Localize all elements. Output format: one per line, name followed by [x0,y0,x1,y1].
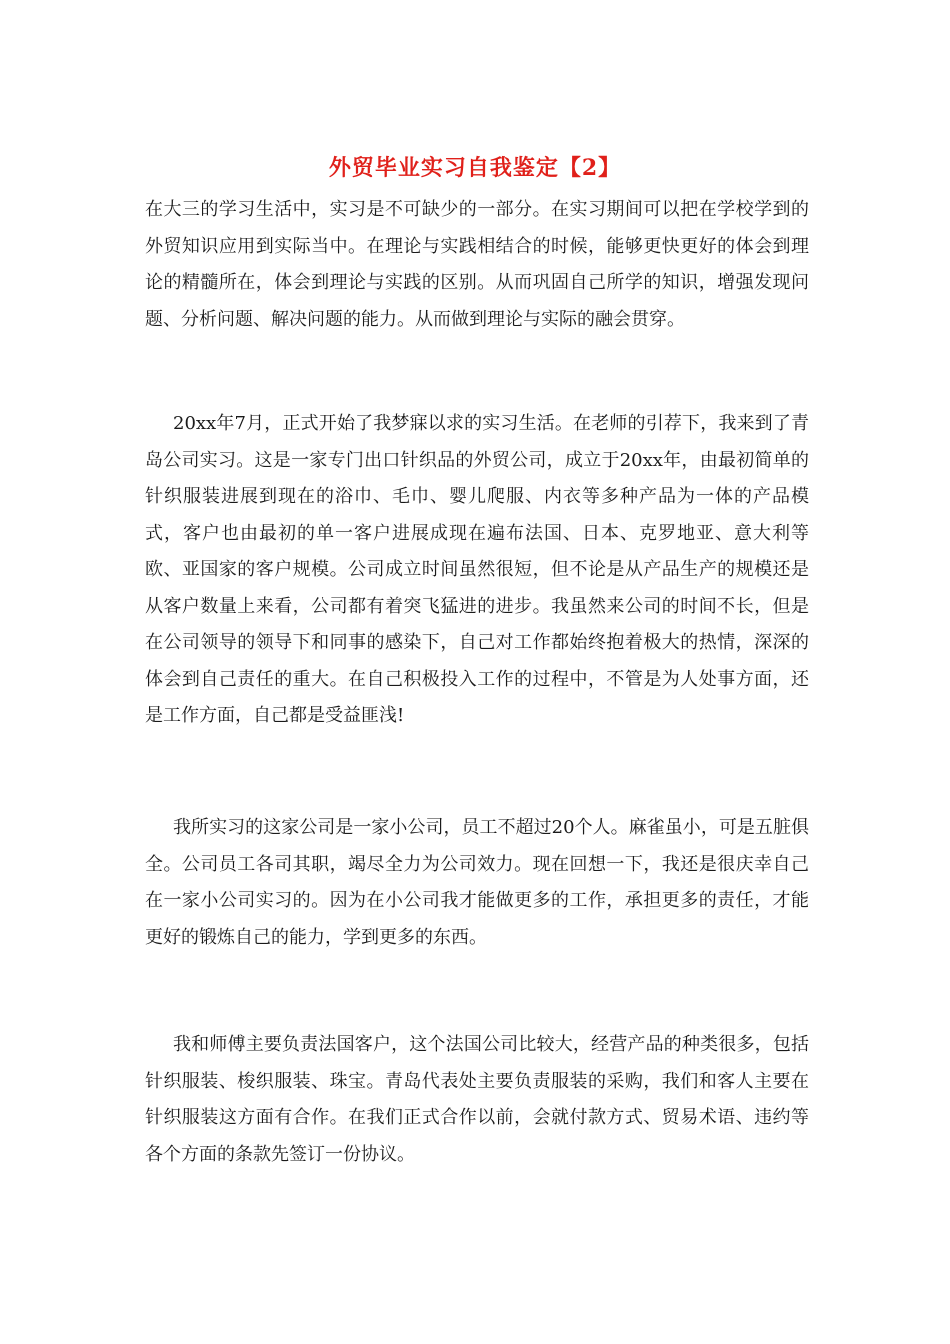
paragraph-3: 我所实习的这家公司是一家小公司，员工不超过20个人。麻雀虽小，可是五脏俱全。公司员工各司其职，竭尽全力为公司效力。现在回想一下，我还是很庆幸自己在一家小公司实习的。因为在小公司我才能做更多的工作，承担更多的责任，才能更好的锻炼自己的能力，学到更多的东西。 [145,817,809,948]
paragraph-2: 20xx年7月，正式开始了我梦寐以求的实习生活。在老师的引荐下，我来到了青岛公司实习。这是一家专门出口针织品的外贸公司，成立于20xx年，由最初简单的针织服装进展到现在的浴巾、毛巾、婴儿爬服、内衣等多种产品为一体的产品模式，客户也由最初的单一客户进展成现在遍布法国、日本、克罗地亚、意大利等欧、亚国家的客户规模。公司成立时间虽然很短，但不论是从产品生产的规模还是从客户数量上来看，公司都有着突飞猛进的进步。我虽然来公司的时间不长，但是在公司领导的领导下和同事的感染下，自己对工作都始终抱着极大的热情，深深的体会到自己责任的重大。在自己积极投入工作的过程中，不管是为人处事方面，还是工作方面，自己都是受益匪浅! [145,413,809,726]
paragraph-1: 在大三的学习生活中，实习是不可缺少的一部分。在实习期间可以把在学校学到的外贸知识应用到实际当中。在理论与实践相结合的时候，能够更快更好的体会到理论的精髓所在，体会到理论与实践的区别。从而巩固自己所学的知识，增强发现问题、分析问题、解决问题的能力。从而做到理论与实际的融会贯穿。 [145,199,809,330]
document-title: 外贸毕业实习自我鉴定【2】 [328,155,622,181]
paragraph-4: 我和师傅主要负责法国客户，这个法国公司比较大，经营产品的种类很多，包括针织服装、梭织服装、珠宝。青岛代表处主要负责服装的采购，我们和客人主要在针织服装这方面有合作。在我们正式合作以前，会就付款方式、贸易术语、违约等各个方面的条款先签订一份协议。 [145,1034,809,1165]
